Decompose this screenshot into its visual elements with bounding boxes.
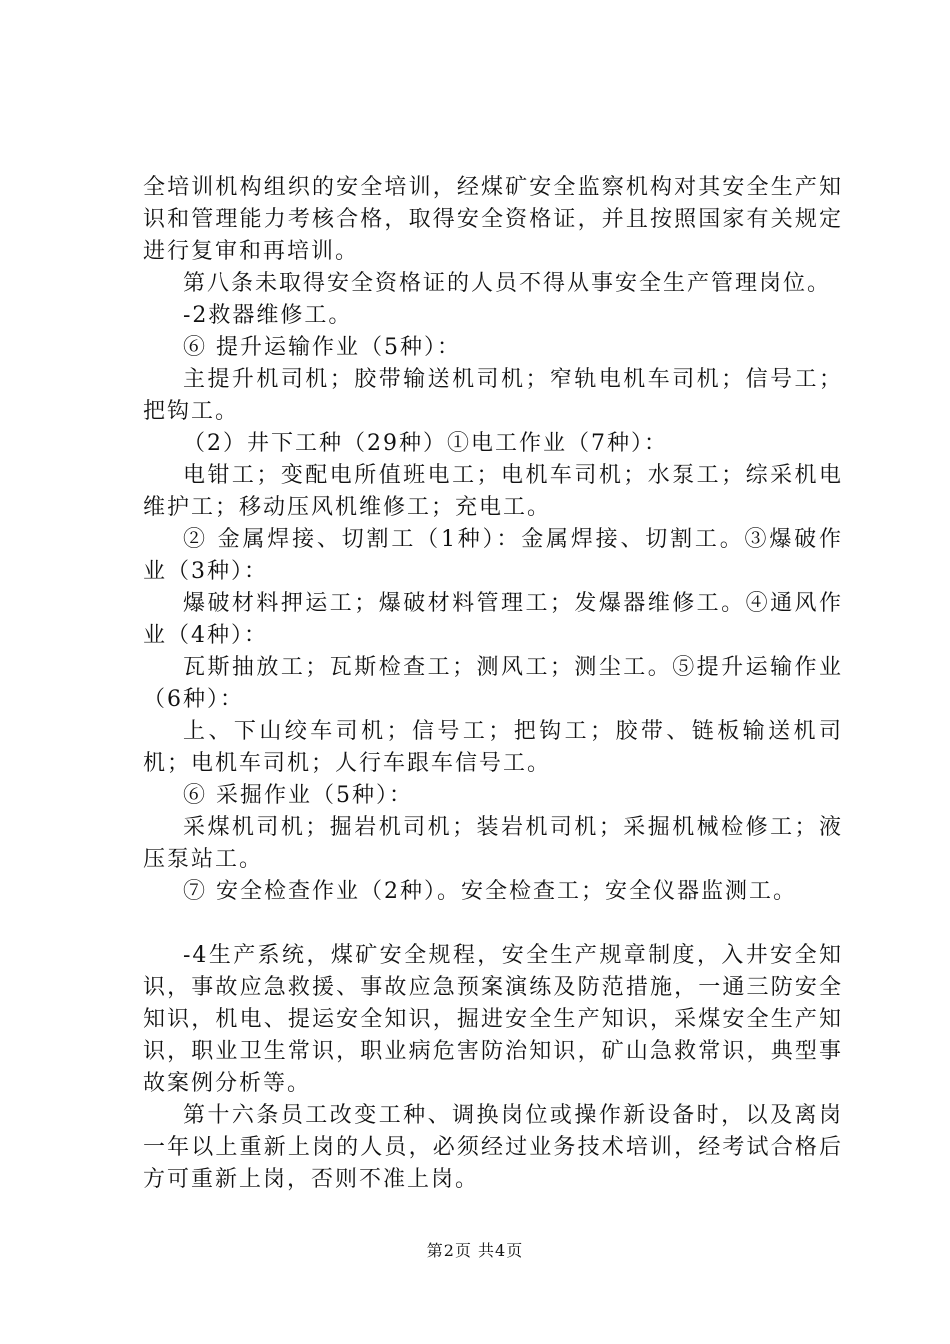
paragraph-10: 瓦斯抽放工；瓦斯检查工；测风工；测尘工。⑤提升运输作业（6种）：: [143, 655, 843, 712]
paragraph-8: ② 金属焊接、切割工（1种）：金属焊接、切割工。③爆破作业（3种）：: [143, 527, 843, 584]
paragraph-16: 第十六条员工改变工种、调换岗位或操作新设备时，以及离岗一年以上重新上岗的人员，必须经过业务技术培训，经考试合格后方可重新上岗，否则不准上岗。: [143, 1103, 843, 1192]
paragraph-2: 第八条未取得安全资格证的人员不得从事安全生产管理岗位。: [183, 271, 832, 296]
paragraph-7: 电钳工；变配电所值班电工；电机车司机；水泵工；综采机电维护工；移动压风机维修工；充电工。: [143, 463, 843, 520]
paragraph-gap: [143, 908, 843, 940]
paragraph-9: 爆破材料押运工；爆破材料管理工；发爆器维修工。④通风作业（4种）：: [143, 591, 843, 648]
page-footer: 第2页 共4页: [426, 1241, 524, 1260]
document-body: [143, 172, 843, 1196]
paragraph-1: 全培训机构组织的安全培训，经煤矿安全监察机构对其安全生产知识和管理能力考核合格，取得安全资格证，并且按照国家有关规定进行复审和再培训。: [143, 175, 843, 264]
paragraph-11: 上、下山绞车司机；信号工；把钩工；胶带、链板输送机司机；电机车司机；人行车跟车信号工。: [143, 719, 843, 776]
paragraph-4: ⑥ 提升运输作业（5种）：: [183, 335, 461, 360]
paragraph-12: ⑥ 采掘作业（5种）：: [183, 783, 413, 808]
paragraph-13: 采煤机司机；掘岩机司机；装岩机司机；采掘机械检修工；液压泵站工。: [143, 815, 843, 872]
paragraph-6: （2）井下工种（29种）①电工作业（7种）：: [183, 431, 668, 456]
paragraph-14: ⑦ 安全检查作业（2种）。安全检查工；安全仪器监测工。: [183, 879, 797, 904]
paragraph-15: -4生产系统，煤矿安全规程，安全生产规章制度，入井安全知识，事故应急救援、事故应急预案演练及防范措施，一通三防安全知识，机电、提运安全知识，掘进安全生产知识，采煤安全生产知识，职业卫生常识，职业病危害防治知识，矿山急救常识，典型事故案例分析等。: [143, 943, 843, 1096]
paragraph-3: -2救器维修工。: [183, 303, 353, 328]
paragraph-5: 主提升机司机；胶带输送机司机；窄轨电机车司机；信号工；把钩工。: [143, 367, 843, 424]
